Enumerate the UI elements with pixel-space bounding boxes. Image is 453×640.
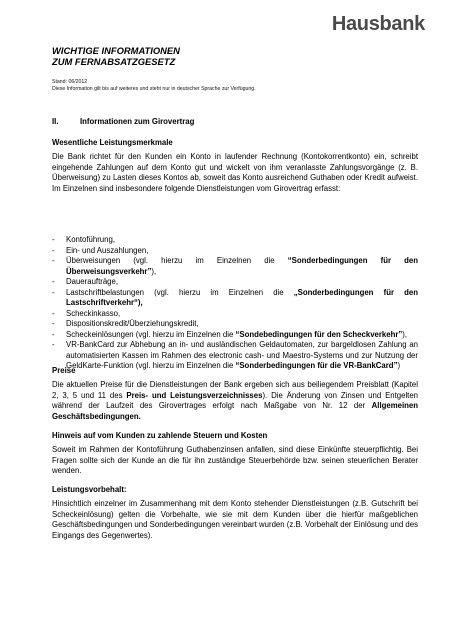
section-number: II. <box>52 117 59 126</box>
vorbehalt-heading: Leistungsvorbehalt: <box>52 485 127 494</box>
document-title <box>52 45 180 67</box>
list-item: - Ein- und Auszahlungen, <box>52 245 149 255</box>
title-line-1: WICHTIGE INFORMATIONEN <box>52 45 180 56</box>
list-item: - Überweisungen (vgl. hierzu im Einzelnen die “Sonderbedingungen für den Überweisungsverkehr”), <box>52 256 418 276</box>
leistung-heading: Wesentliche Leistungsmerkmale <box>52 138 173 147</box>
document-meta <box>52 79 256 92</box>
steuern-heading: Hinweis auf vom Kunden zu zahlende Steuern und Kosten <box>52 431 268 440</box>
service-list <box>52 235 418 372</box>
title-line-2: ZUM FERNABSATZGESETZ <box>52 56 176 67</box>
list-item: - Lastschriftbelastungen (vgl. hierzu im Einzelnen die „Sonderbedingungen für den Lastschriftverkehr“), <box>52 287 418 307</box>
meta-date: Stand: 06/2012 <box>52 79 88 85</box>
list-item: - Scheckinkasso, <box>52 308 121 318</box>
list-item: - Dispositionskredit/Überziehungskredit, <box>52 319 199 328</box>
leistung-intro: Die Bank richtet für den Kunden ein Konto in laufender Rechnung (Kontokorrentkonto) ein, schreibt eingehende Zahlungen auf dem Konto gut und wickelt von ihm veranlasste Zahlungsvorgänge (z. B. Überweisung) zu Lasten dieses Kontos ab, soweit das Konto ausreichend Guthaben oder Kredit aufweist. Im Einzelnen sind insbesondere folgende Dienstleistungen vom Girovertrag erfasst: <box>52 152 418 193</box>
section-heading <box>52 117 194 126</box>
vorbehalt-text: Hinsichtlich einzelner im Zusammenhang mit dem Konto stehender Dienstleistungen (z.B. Gutschrift bei Scheckeinlösung) gelten die Vorbehalte, wie sie mit dem Kunden über die hierfür maßgeblichen Geschäftsbedingungen und Sonderbedingungen vereinbart wurden (z.B. Vorbehalt der Einlösung und des Eingangs des Gegenwertes). <box>52 499 418 540</box>
section-title: Informationen zum Girovertrag <box>80 117 195 126</box>
list-item: - Daueraufträge, <box>52 277 119 286</box>
steuern-text: Soweit im Rahmen der Kontoführung Guthabenzinsen anfallen, sind diese Einkünfte steuerpflichtig. Bei Fragen sollte sich der Kunde an die für ihn zuständige Steuerbehörde bzw. seinen steuerlichen Berater wenden. <box>52 445 418 475</box>
hausbank-logo: Hausbank <box>331 13 425 35</box>
preise-text: Die aktuellen Preise für die Dienstleistungen der Bank ergeben sich aus beiliegendem Preisblatt (Kapitel 2, 3, 5 und 11 des Preis- und Leistungsverzeichnisses). Die Änderung von Zinsen und Entgelten während der Laufzeit des Girovertrages erfolgt nach Maßgabe von Nr. 12 der Allgemeinen Geschäftsbedingungen. <box>52 380 419 421</box>
list-item: - VR-BankCard zur Abhebung an in- und ausländischen Geldautomaten, zur bargeldlosen Zahlung an automatisierten Kassen im Rahmen des electronic cash- und Maestro-Systems und zur Nutzung der GeldKarte-Funktion (vgl. hierzu im Einzelnen die “Sonderbedingungen für die VR-BankCard”) <box>52 340 418 370</box>
meta-note: Diese Information gilt bis auf weiteres und steht nur in deutscher Sprache zur Verfügung. <box>52 85 256 92</box>
list-item: - Kontoführung, <box>52 235 115 244</box>
list-item: - Scheckeinlösungen (vgl. hierzu im Einzelnen die “Sondebedingungen für den Scheckverkehr”), <box>52 329 408 339</box>
preise-heading: Preise <box>52 366 76 375</box>
